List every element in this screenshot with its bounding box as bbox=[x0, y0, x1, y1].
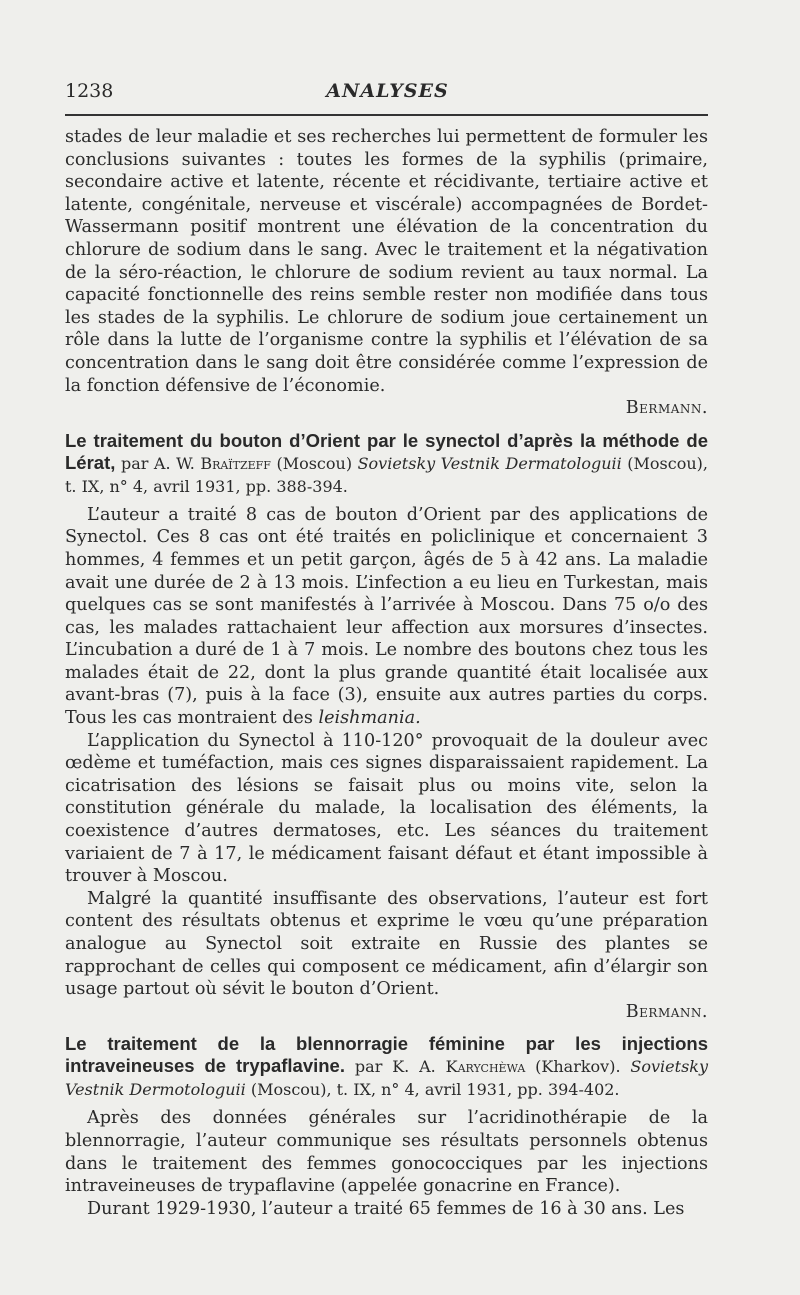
header-rule bbox=[65, 114, 708, 116]
article-title: Le traitement du bouton d’Orient par le synectol d’après la méthode de Lérat, par A. W. Braïtzeff (Moscou) Sovietsky Vestnik Dermatologuii (Moscou), t. IX, n° 4, avril 1931, pp. 388-394. bbox=[65, 429, 708, 496]
article-paragraph: Malgré la quantité insuffisante des observations, l’auteur est fort content des résultats obtenus et exprime le vœu qu’une préparation analogue au Synectol soit extraite en Russie des plantes se rapprochant de celles qui composent ce médicament, afin d’élargir son usage partout où sévit le bouton d’Orient. bbox=[65, 888, 708, 1000]
article-title: Le traitement de la blennorragie féminine par les injections intraveineuses de trypaflavine. par K. A. Karychèwa (Kharkov). Sovietsky Vestnik Dermotologuii (Moscou), t. IX, n° 4, avril 1931, pp. 394-402. bbox=[65, 1033, 709, 1100]
article-author: Karychèwa bbox=[445, 1057, 526, 1077]
signature: Bermann. bbox=[625, 398, 708, 419]
article-paragraph: Durant 1929-1930, l’auteur a traité 65 femmes de 16 à 30 ans. Les bbox=[87, 1198, 685, 1219]
running-title: ANALYSES bbox=[326, 80, 449, 102]
article-paragraph: L’auteur a traité 8 cas de bouton d’Orient par des applications de Synectol. Ces 8 cas ont été traités en policlinique et concernaient 3 hommes, 4 femmes et un petit garçon, âgés de 5 à 42 ans. La maladie avait une durée de 2 à 13 mois. L’infection a eu lieu en Turkestan, mais quelques cas se sont manifestés à l’arrivée à Moscou. Dans 75 o/o des cas, les malades rattachaient leur affection aux morsures d’insectes. L’incubation a duré de 1 à 7 mois. Le nombre des boutons chez tous les malades était de 22, dont la plus grande quantité était localisée aux avant-bras (7), puis à la face (3), ensuite aux autres parties du corps. Tous les cas montraient des leishmania. bbox=[65, 504, 708, 729]
article-paragraph: L’application du Synectol à 110-120° provoquait de la douleur avec œdème et tuméfaction, mais ces signes disparaissaient rapidement. La cicatrisation des lésions se faisait plus ou moins vite, selon la constitution générale du malade, la localisation des éléments, la coexistence d’autres dermatoses, etc. Les séances du traitement variaient de 7 à 17, le médicament faisant défaut et étant impossible à trouver à Moscou. bbox=[65, 730, 708, 887]
signature: Bermann. bbox=[625, 1001, 708, 1022]
article-journal: Sovietsky Vestnik Dermotologuii bbox=[65, 1057, 709, 1100]
continued-paragraph: stades de leur maladie et ses recherches lui permettent de formuler les conclusions suivantes : toutes les formes de la syphilis (primaire, secondaire active et latente, récente et récidivante, tertiaire active et latente, congénitale, nerveuse et viscérale) accompagnées de Bordet-Wassermann positif montrent une élévation de la concentration du chlorure de sodium dans le sang. Avec le traitement et la négativation de la séro-réaction, le chlorure de sodium revient au taux normal. La capacité fonctionnelle des reins semble rester non modifiée dans tous les stades de la syphilis. Le chlorure de sodium joue certainement un rôle dans la lutte de l’organisme contre la syphilis et l’élévation de sa concentration dans le sang doit être considérée comme l’expression de la fonction défensive de l’économie. bbox=[65, 127, 708, 396]
article-paragraph: Après des données générales sur l’acridinothérapie de la blennorragie, l’auteur communique ses résultats personnels obtenus dans le traitement des femmes gonococciques par les injections intraveineuses de trypaflavine (appelée gonacrine en France). bbox=[65, 1108, 708, 1197]
page-header bbox=[65, 80, 710, 108]
article-journal: Sovietsky Vestnik Dermatologuii bbox=[357, 453, 622, 473]
page-number: 1238 bbox=[65, 80, 114, 102]
page-body bbox=[65, 126, 708, 1220]
article-author: Braïtzeff bbox=[200, 453, 271, 473]
